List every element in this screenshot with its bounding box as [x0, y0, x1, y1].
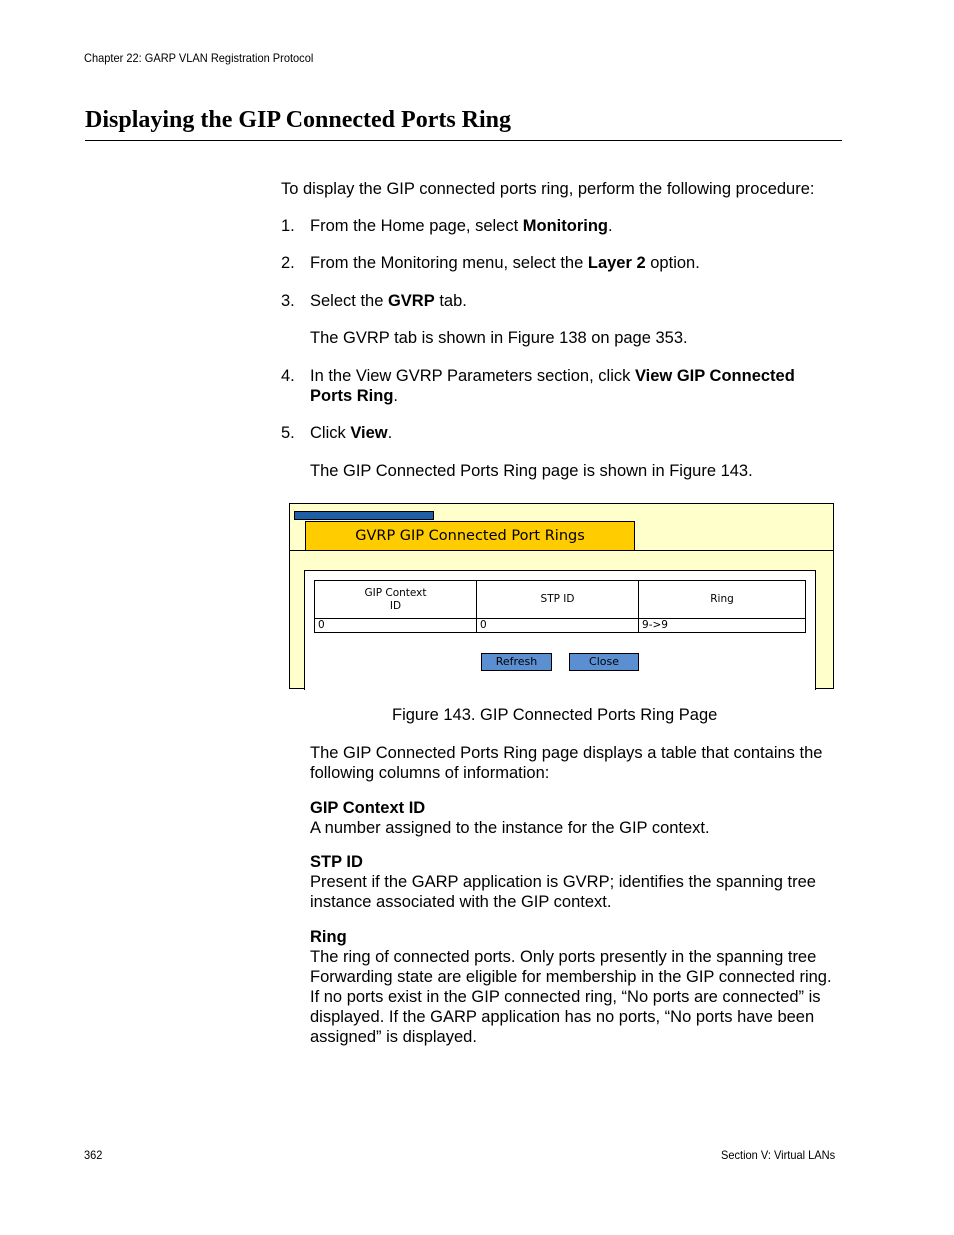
- table-panel: [304, 570, 816, 690]
- tab-gvrp-gip-connected-port-rings[interactable]: GVRP GIP Connected Port Rings: [305, 521, 635, 551]
- definition-text: A number assigned to the instance for the GIP context.: [310, 819, 710, 837]
- cell-ring: 9->9: [639, 619, 806, 633]
- running-header: Chapter 22: GARP VLAN Registration Protocol: [84, 51, 314, 65]
- figure-screenshot: [289, 503, 834, 689]
- definition-text: Present if the GARP application is GVRP; identifies the spanning tree instance associated with the GIP context.: [310, 873, 816, 911]
- step-note: The GIP Connected Ports Ring page is shown in Figure 143.: [310, 462, 753, 480]
- figure-caption: Figure 143. GIP Connected Ports Ring Page: [392, 706, 718, 724]
- intro-text: To display the GIP connected ports ring, perform the following procedure:: [281, 180, 815, 198]
- step-number: 1.: [281, 217, 295, 235]
- column-header-stp-id: STP ID: [477, 581, 639, 619]
- step-number: 2.: [281, 254, 295, 272]
- step-text: In the View GVRP Parameters section, click View GIP Connected Ports Ring.: [310, 367, 795, 405]
- section-footer: Section V: Virtual LANs: [721, 1148, 836, 1162]
- title-rule: [85, 140, 842, 141]
- definition-text: The ring of connected ports. Only ports presently in the spanning tree Forwarding state are eligible for membership in the GIP connected ring. If no ports exist in the GIP connected ring, “No ports are connected” is displayed. If the GARP application has no ports, “No ports have been assigned” is displayed.: [310, 948, 832, 1046]
- column-header-gip-context-id: GIP Context ID: [315, 581, 477, 619]
- step-number: 4.: [281, 367, 295, 385]
- gip-ring-table: [314, 580, 806, 633]
- step-number: 3.: [281, 292, 295, 310]
- step-text: Click View.: [310, 424, 393, 442]
- definition-term: GIP Context ID: [310, 799, 426, 817]
- definition-gip-context-id: [310, 798, 850, 838]
- step-note: The GVRP tab is shown in Figure 138 on page 353.: [310, 329, 688, 347]
- definition-stp-id: [310, 852, 845, 912]
- cell-gip-context-id: 0: [315, 619, 477, 633]
- step-text: From the Home page, select Monitoring.: [310, 217, 613, 235]
- definition-term: STP ID: [310, 853, 363, 871]
- refresh-button[interactable]: Refresh: [481, 653, 552, 671]
- section-title: Displaying the GIP Connected Ports Ring: [85, 107, 512, 133]
- column-header-ring: Ring: [639, 581, 806, 619]
- tab-strip: [294, 511, 434, 520]
- description-text: The GIP Connected Ports Ring page displays a table that contains the following columns of information:: [310, 744, 823, 782]
- step-text: Select the GVRP tab.: [310, 292, 467, 310]
- step-text: From the Monitoring menu, select the Layer 2 option.: [310, 254, 700, 272]
- close-button[interactable]: Close: [569, 653, 639, 671]
- step-number: 5.: [281, 424, 295, 442]
- table-row: [315, 619, 806, 633]
- page-number: 362: [84, 1148, 103, 1162]
- definition-ring: [310, 927, 845, 1047]
- cell-stp-id: 0: [477, 619, 639, 633]
- definition-term: Ring: [310, 928, 347, 946]
